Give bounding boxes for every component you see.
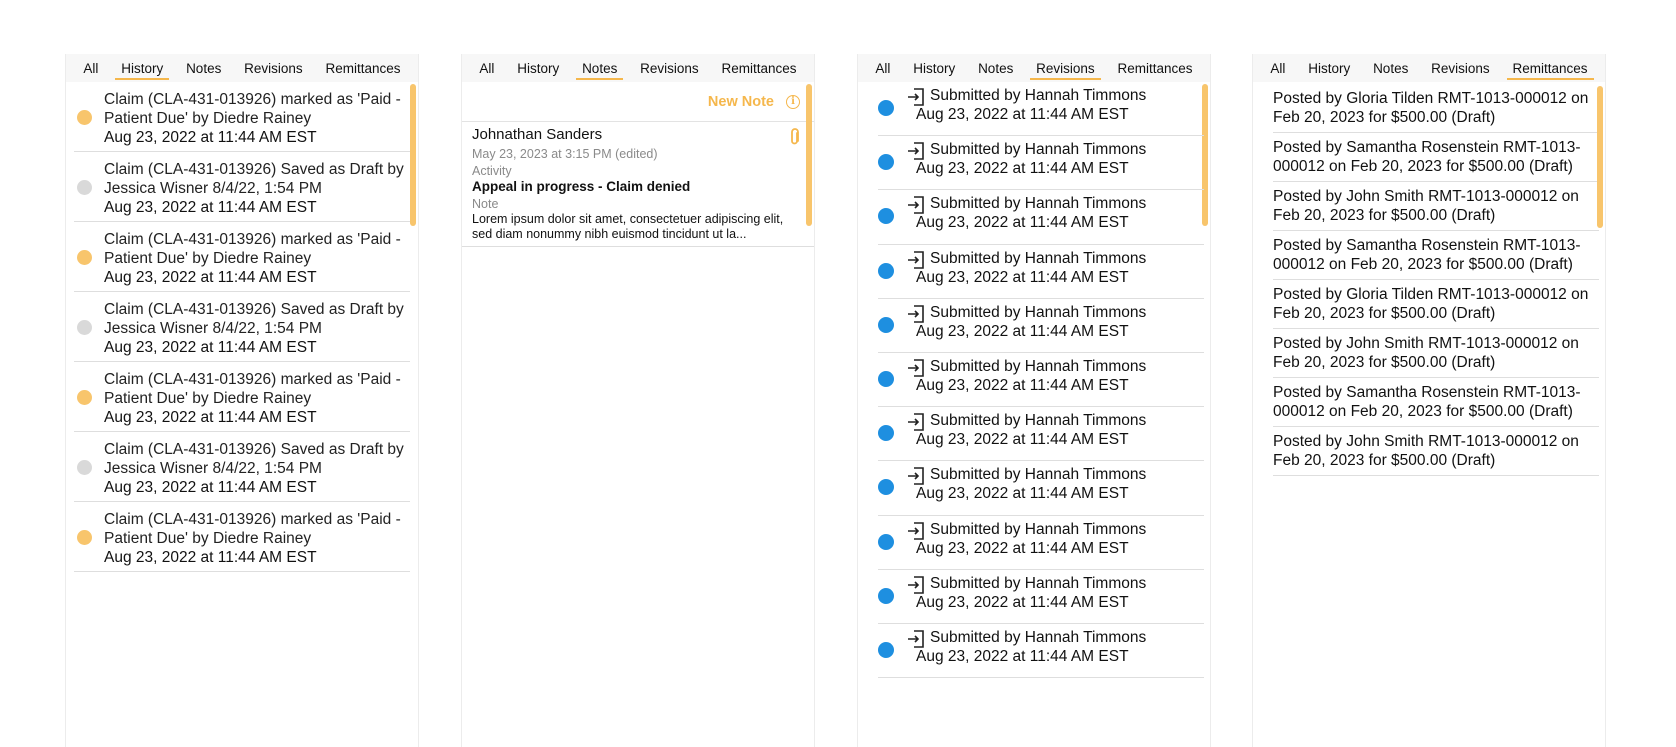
tab-bar — [462, 54, 814, 82]
tab-revisions[interactable]: Revisions — [1431, 60, 1490, 76]
history-item[interactable] — [74, 502, 410, 572]
new-note-button[interactable]: New Note — [707, 93, 774, 110]
sign-in-icon — [906, 250, 926, 270]
tab-notes[interactable]: Notes — [1373, 60, 1409, 76]
note-label: Note — [472, 197, 499, 211]
revision-item[interactable] — [878, 245, 1204, 299]
sign-in-icon — [906, 575, 926, 595]
revision-item[interactable] — [878, 516, 1204, 570]
note-timestamp: May 23, 2023 at 3:15 PM (edited) — [472, 147, 658, 161]
revision-title: Submitted by Hannah Timmons — [930, 303, 1147, 321]
history-item[interactable] — [74, 152, 410, 222]
history-text: Claim (CLA-431-013926) Saved as Draft by Jessica Wisner 8/4/22, 1:54 PM — [104, 161, 404, 197]
revision-item[interactable] — [878, 461, 1204, 515]
revision-title: Submitted by Hannah Timmons — [930, 87, 1147, 104]
revision-title: Submitted by Hannah Timmons — [930, 195, 1147, 213]
tab-all[interactable]: All — [479, 60, 495, 76]
history-text: Claim (CLA-431-013926) marked as 'Paid - Patient Due' by Diedre Rainey — [104, 371, 401, 407]
sign-in-icon — [906, 87, 926, 107]
paperclip-icon[interactable] — [790, 128, 800, 146]
sign-in-icon — [906, 358, 926, 378]
revision-title: Submitted by Hannah Timmons — [930, 574, 1147, 592]
note-text: Lorem ipsum dolor sit amet, consectetuer adipiscing elit, sed diam nonummy nibh euismod tincidunt ut la... — [472, 212, 784, 241]
remittances-list — [1253, 82, 1605, 476]
sign-in-icon — [906, 521, 926, 541]
revision-title: Submitted by Hannah Timmons — [930, 357, 1147, 375]
revision-dot — [878, 588, 894, 604]
remittances-panel — [1252, 54, 1606, 747]
sign-in-icon — [906, 304, 926, 324]
revision-date: Aug 23, 2022 at 11:44 AM EST — [916, 268, 1129, 286]
note-card[interactable] — [462, 122, 814, 247]
sign-in-icon — [906, 629, 926, 649]
revision-date: Aug 23, 2022 at 11:44 AM EST — [916, 593, 1129, 611]
revision-item[interactable] — [878, 190, 1204, 244]
history-item[interactable] — [74, 82, 410, 152]
revision-item[interactable] — [878, 136, 1204, 190]
tab-bar — [1253, 54, 1605, 82]
history-list — [66, 82, 418, 572]
history-date: Aug 23, 2022 at 11:44 AM EST — [104, 479, 317, 496]
scrollbar-thumb[interactable] — [410, 84, 416, 226]
revisions-panel — [857, 54, 1211, 747]
tab-notes[interactable]: Notes — [576, 54, 623, 82]
tab-history[interactable]: History — [1308, 60, 1351, 76]
history-text: Claim (CLA-431-013926) marked as 'Paid - Patient Due' by Diedre Rainey — [104, 91, 401, 127]
activity-label: Activity — [472, 164, 512, 178]
revision-dot — [878, 100, 894, 116]
history-date: Aug 23, 2022 at 11:44 AM EST — [104, 129, 317, 146]
revision-date: Aug 23, 2022 at 11:44 AM EST — [916, 322, 1129, 340]
tab-revisions[interactable]: Revisions — [1030, 54, 1101, 82]
tab-revisions[interactable]: Revisions — [244, 60, 303, 76]
sign-in-icon — [906, 195, 926, 215]
history-item[interactable] — [74, 292, 410, 362]
tab-bar — [858, 54, 1210, 82]
sign-in-icon — [906, 412, 926, 432]
status-dot — [77, 250, 92, 265]
revisions-list — [858, 82, 1210, 678]
tab-all[interactable]: All — [875, 60, 891, 76]
status-dot — [77, 390, 92, 405]
history-date: Aug 23, 2022 at 11:44 AM EST — [104, 409, 317, 426]
revision-date: Aug 23, 2022 at 11:44 AM EST — [916, 647, 1129, 665]
revision-item[interactable] — [878, 624, 1204, 678]
revision-title: Submitted by Hannah Timmons — [930, 141, 1147, 159]
scrollbar-thumb[interactable] — [1597, 86, 1603, 228]
revision-title: Submitted by Hannah Timmons — [930, 466, 1147, 484]
revision-dot — [878, 371, 894, 387]
status-dot — [77, 530, 92, 545]
revision-dot — [878, 154, 894, 170]
revision-title: Submitted by Hannah Timmons — [930, 520, 1147, 538]
status-dot — [77, 320, 92, 335]
revision-dot — [878, 208, 894, 224]
history-text: Claim (CLA-431-013926) Saved as Draft by Jessica Wisner 8/4/22, 1:54 PM — [104, 441, 404, 477]
tab-all[interactable]: All — [1270, 60, 1286, 76]
status-dot — [77, 180, 92, 195]
remittance-item[interactable]: Posted by Samantha Rosenstein RMT-1013-000012 on Feb 20, 2023 for $500.00 (Draft) — [1273, 231, 1599, 280]
revision-dot — [878, 642, 894, 658]
revision-dot — [878, 479, 894, 495]
tab-history[interactable]: History — [913, 60, 956, 76]
remittance-item[interactable]: Posted by John Smith RMT-1013-000012 on Feb 20, 2023 for $500.00 (Draft) — [1273, 329, 1599, 378]
remittance-item[interactable]: Posted by Gloria Tilden RMT-1013-000012 on Feb 20, 2023 for $500.00 (Draft) — [1273, 84, 1599, 133]
tab-history[interactable]: History — [115, 54, 169, 82]
remittance-item[interactable]: Posted by Gloria Tilden RMT-1013-000012 on Feb 20, 2023 for $500.00 (Draft) — [1273, 280, 1599, 329]
revision-item[interactable] — [878, 570, 1204, 624]
tab-remittances[interactable]: Remittances — [325, 60, 401, 76]
notes-panel — [461, 54, 815, 747]
revision-title: Submitted by Hannah Timmons — [930, 628, 1147, 646]
revision-date: Aug 23, 2022 at 11:44 AM EST — [916, 485, 1129, 503]
status-dot — [77, 460, 92, 475]
activity-value: Appeal in progress - Claim denied — [472, 179, 691, 194]
note-author: Johnathan Sanders — [472, 126, 603, 143]
tab-revisions[interactable]: Revisions — [640, 60, 699, 76]
remittance-item[interactable]: Posted by John Smith RMT-1013-000012 on Feb 20, 2023 for $500.00 (Draft) — [1273, 182, 1599, 231]
tab-remittances[interactable]: Remittances — [1507, 54, 1594, 82]
history-date: Aug 23, 2022 at 11:44 AM EST — [104, 549, 317, 566]
revision-date: Aug 23, 2022 at 11:44 AM EST — [916, 214, 1129, 232]
history-date: Aug 23, 2022 at 11:44 AM EST — [104, 339, 317, 356]
history-date: Aug 23, 2022 at 11:44 AM EST — [104, 199, 317, 216]
revision-item[interactable] — [878, 82, 1204, 136]
revision-item[interactable] — [878, 353, 1204, 407]
revision-dot — [878, 534, 894, 550]
revision-dot — [878, 317, 894, 333]
revision-date: Aug 23, 2022 at 11:44 AM EST — [916, 376, 1129, 394]
revision-dot — [878, 425, 894, 441]
history-text: Claim (CLA-431-013926) marked as 'Paid - Patient Due' by Diedre Rainey — [104, 231, 401, 267]
history-text: Claim (CLA-431-013926) marked as 'Paid - Patient Due' by Diedre Rainey — [104, 511, 401, 547]
revision-item[interactable] — [878, 407, 1204, 461]
revision-dot — [878, 263, 894, 279]
revision-date: Aug 23, 2022 at 11:44 AM EST — [916, 539, 1129, 557]
info-icon[interactable]: i — [786, 95, 800, 109]
tab-all[interactable]: All — [83, 60, 99, 76]
sign-in-icon — [906, 466, 926, 486]
revision-title: Submitted by Hannah Timmons — [930, 249, 1147, 267]
tab-notes[interactable]: Notes — [186, 60, 222, 76]
tab-history[interactable]: History — [517, 60, 560, 76]
revision-date: Aug 23, 2022 at 11:44 AM EST — [916, 431, 1129, 449]
remittance-item[interactable]: Posted by John Smith RMT-1013-000012 on Feb 20, 2023 for $500.00 (Draft) — [1273, 427, 1599, 476]
revision-date: Aug 23, 2022 at 11:44 AM EST — [916, 106, 1129, 123]
tab-remittances[interactable]: Remittances — [721, 60, 797, 76]
revision-date: Aug 23, 2022 at 11:44 AM EST — [916, 160, 1129, 178]
remittance-item[interactable]: Posted by Samantha Rosenstein RMT-1013-000012 on Feb 20, 2023 for $500.00 (Draft) — [1273, 133, 1599, 182]
history-item[interactable] — [74, 432, 410, 502]
tab-bar — [66, 54, 418, 82]
tab-notes[interactable]: Notes — [978, 60, 1014, 76]
revision-title: Submitted by Hannah Timmons — [930, 412, 1147, 430]
tab-remittances[interactable]: Remittances — [1117, 60, 1193, 76]
history-item[interactable] — [74, 362, 410, 432]
history-item[interactable] — [74, 222, 410, 292]
remittance-item[interactable]: Posted by Samantha Rosenstein RMT-1013-000012 on Feb 20, 2023 for $500.00 (Draft) — [1273, 378, 1599, 427]
revision-item[interactable] — [878, 299, 1204, 353]
sign-in-icon — [906, 141, 926, 161]
status-dot — [77, 110, 92, 125]
history-date: Aug 23, 2022 at 11:44 AM EST — [104, 269, 317, 286]
history-panel — [65, 54, 419, 747]
history-text: Claim (CLA-431-013926) Saved as Draft by Jessica Wisner 8/4/22, 1:54 PM — [104, 301, 404, 337]
notes-header — [462, 82, 814, 122]
